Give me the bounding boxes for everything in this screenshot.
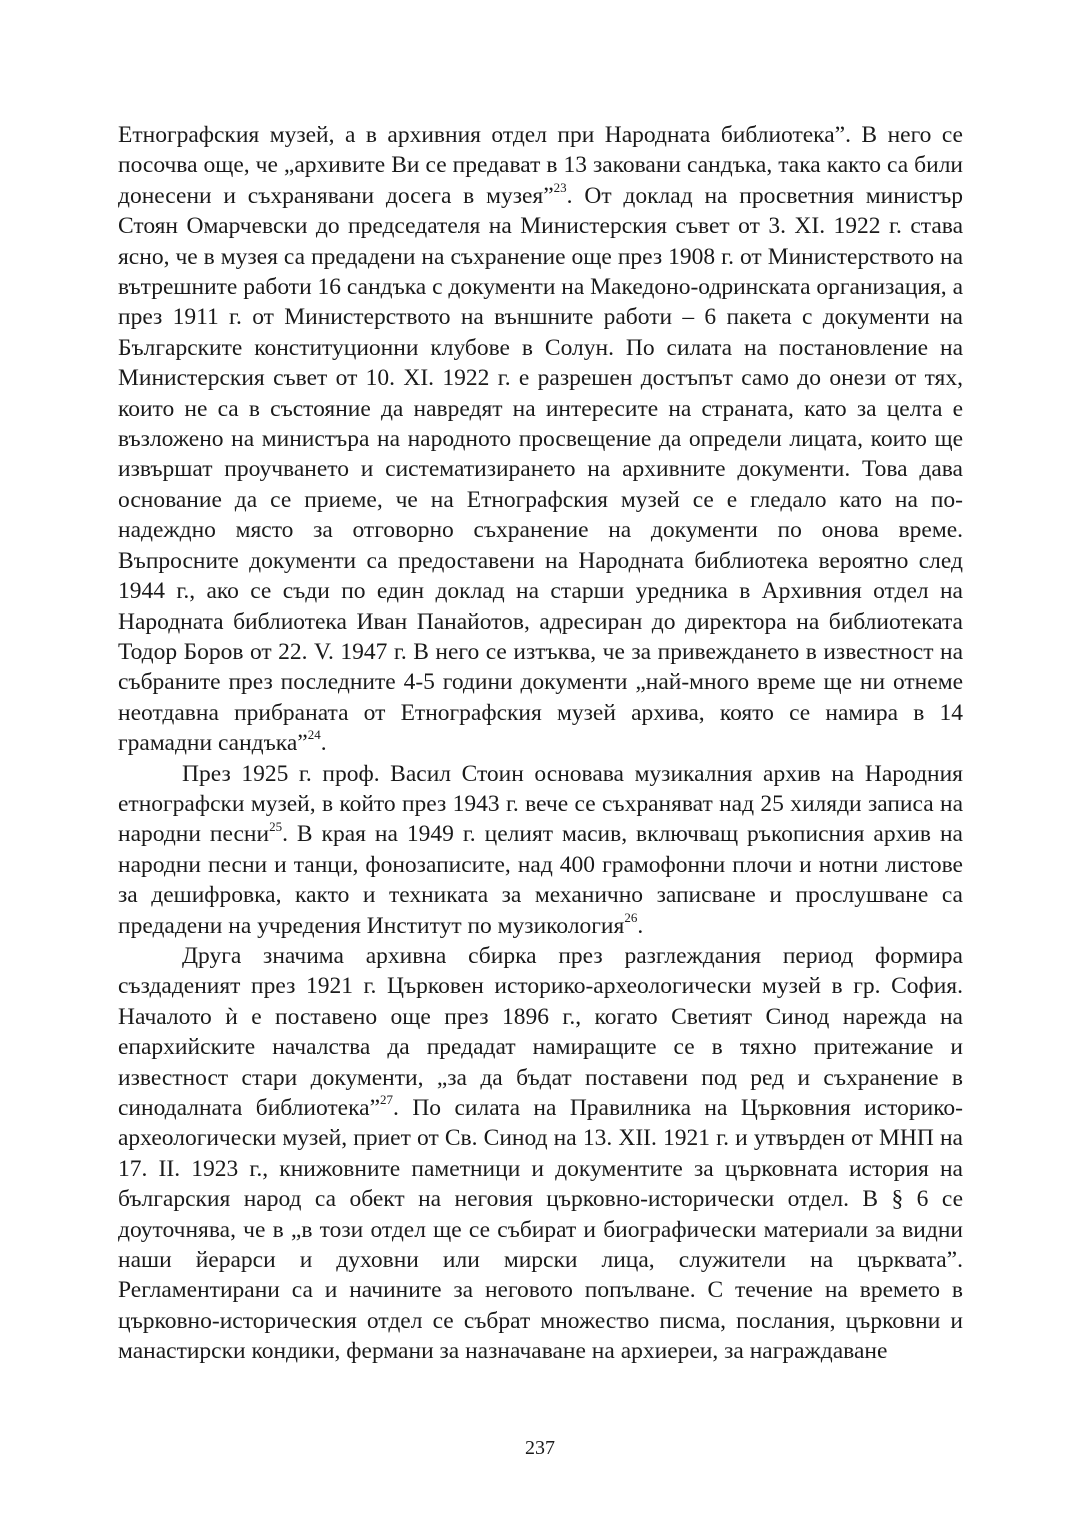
footnote-ref-27: 27 xyxy=(380,1092,394,1108)
page-number: 237 xyxy=(525,1437,555,1459)
paragraph-text: Етнографския музей, а в архивния отдел при Народната библиотека”. В него се посочва още, че „архивите Ви се предават в 13 заковани сандъка, така както са били донесени и съхранявани досега в музея” xyxy=(118,122,963,209)
paragraph-3 xyxy=(118,941,963,1367)
paragraph-2 xyxy=(118,759,963,941)
paragraph-text: . По силата на Правилника на Църковния историко-археологически музей, приет от Св. Синод на 13. XII. 1921 г. и утвърден от МНП на 17. II. 1923 г., книжовните паметници и документите за църковната история на българския народ са обект на неговия църковно-исторически отдел. В § 6 се доуточнява, че в „в този отдел ще се събират и биографически материали за видни наши йерарси и духовни или мирски лица, служители на църквата”. Регламентирани са и начините за неговото попълване. С течение на времето в църковно-историческия отдел се събрат множество писма, послания, църковни и манастирски кондики, фермани за назначаване на архиереи, за награждаване xyxy=(118,1095,963,1365)
paragraph-text: . xyxy=(320,730,327,757)
footnote-ref-26: 26 xyxy=(624,909,638,925)
paragraph-text: През 1925 г. проф. Васил Стоин основава музикалния архив на Народния етнографски музей, в който през 1943 г. вече се съхраняват над 25 хиляди записа на народни песни xyxy=(118,760,963,848)
body-text xyxy=(118,120,963,1367)
paragraph-1 xyxy=(118,120,963,759)
paragraph-text: Друга значима архивна сбирка през разглеждания период формира създаденият през 1921 г. Църковен историко-археологически музей в гр. София. Началото ѝ е поставено още през 1896 г., когато Светият Синод нарежда на епархийските началства да предадат намиращите се в тяхно притежание и известност стари документи, „за да бъдат поставени под ред и съхранение в синодалната библиотека” xyxy=(118,942,963,1121)
paragraph-text: . От доклад на просветния министър Стоян Омарчевски до председателя на Министерския съвет от 3. XI. 1922 г. става ясно, че в музея са предадени на съхранение още през 1908 г. от Министерството на вътрешните работи 16 сандъка с документи на Македоно-одринската организация, а през 1911 г. от Министерството на външните работи – 6 пакета с документи на Българските конституционни клубове в Солун. По силата на постановление на Министерския съвет от 10. XI. 1922 г. е разрешен достъпът само до онези от тях, които не са в състояние да навредят на интересите на страната, като за целта е възложено на министъра на народното просвещение да определи лицата, които ще извършат проучването и систематизирането на архивните документи. Това дава основание да се приеме, че на Етнографския музей се е гледало като на по-надеждно място за отговорно съхранение на документи по онова време. Въпросните документи са предоставени на Народната библиотека вероятно след 1944 г., ако се съди по един доклад на старши уредника в Архивния отдел на Народната библиотека Иван Панайотов, адресиран до директора на библиотеката Тодор Боров от 22. V. 1947 г. В него се изтъква, че за привеждането в известност на събраните през последните 4-5 години документи „най-много време ще ни отнеме неотдавна прибраната от Етнографския музей архива, която се намира в 14 грамадни сандъка” xyxy=(118,182,963,757)
footnote-ref-24: 24 xyxy=(307,727,321,743)
paragraph-text: . В края на 1949 г. целият масив, включващ ръкописния архив на народни песни и танци, фонозаписите, над 400 грамофонни плочи и нотни листове за дешифровка, както и техниката за механично записване и прослушване са предадени на учредения Институт по музикология xyxy=(118,821,963,939)
footnote-ref-23: 23 xyxy=(553,179,567,195)
paragraph-text: . xyxy=(637,912,644,939)
footnote-ref-25: 25 xyxy=(269,818,283,834)
